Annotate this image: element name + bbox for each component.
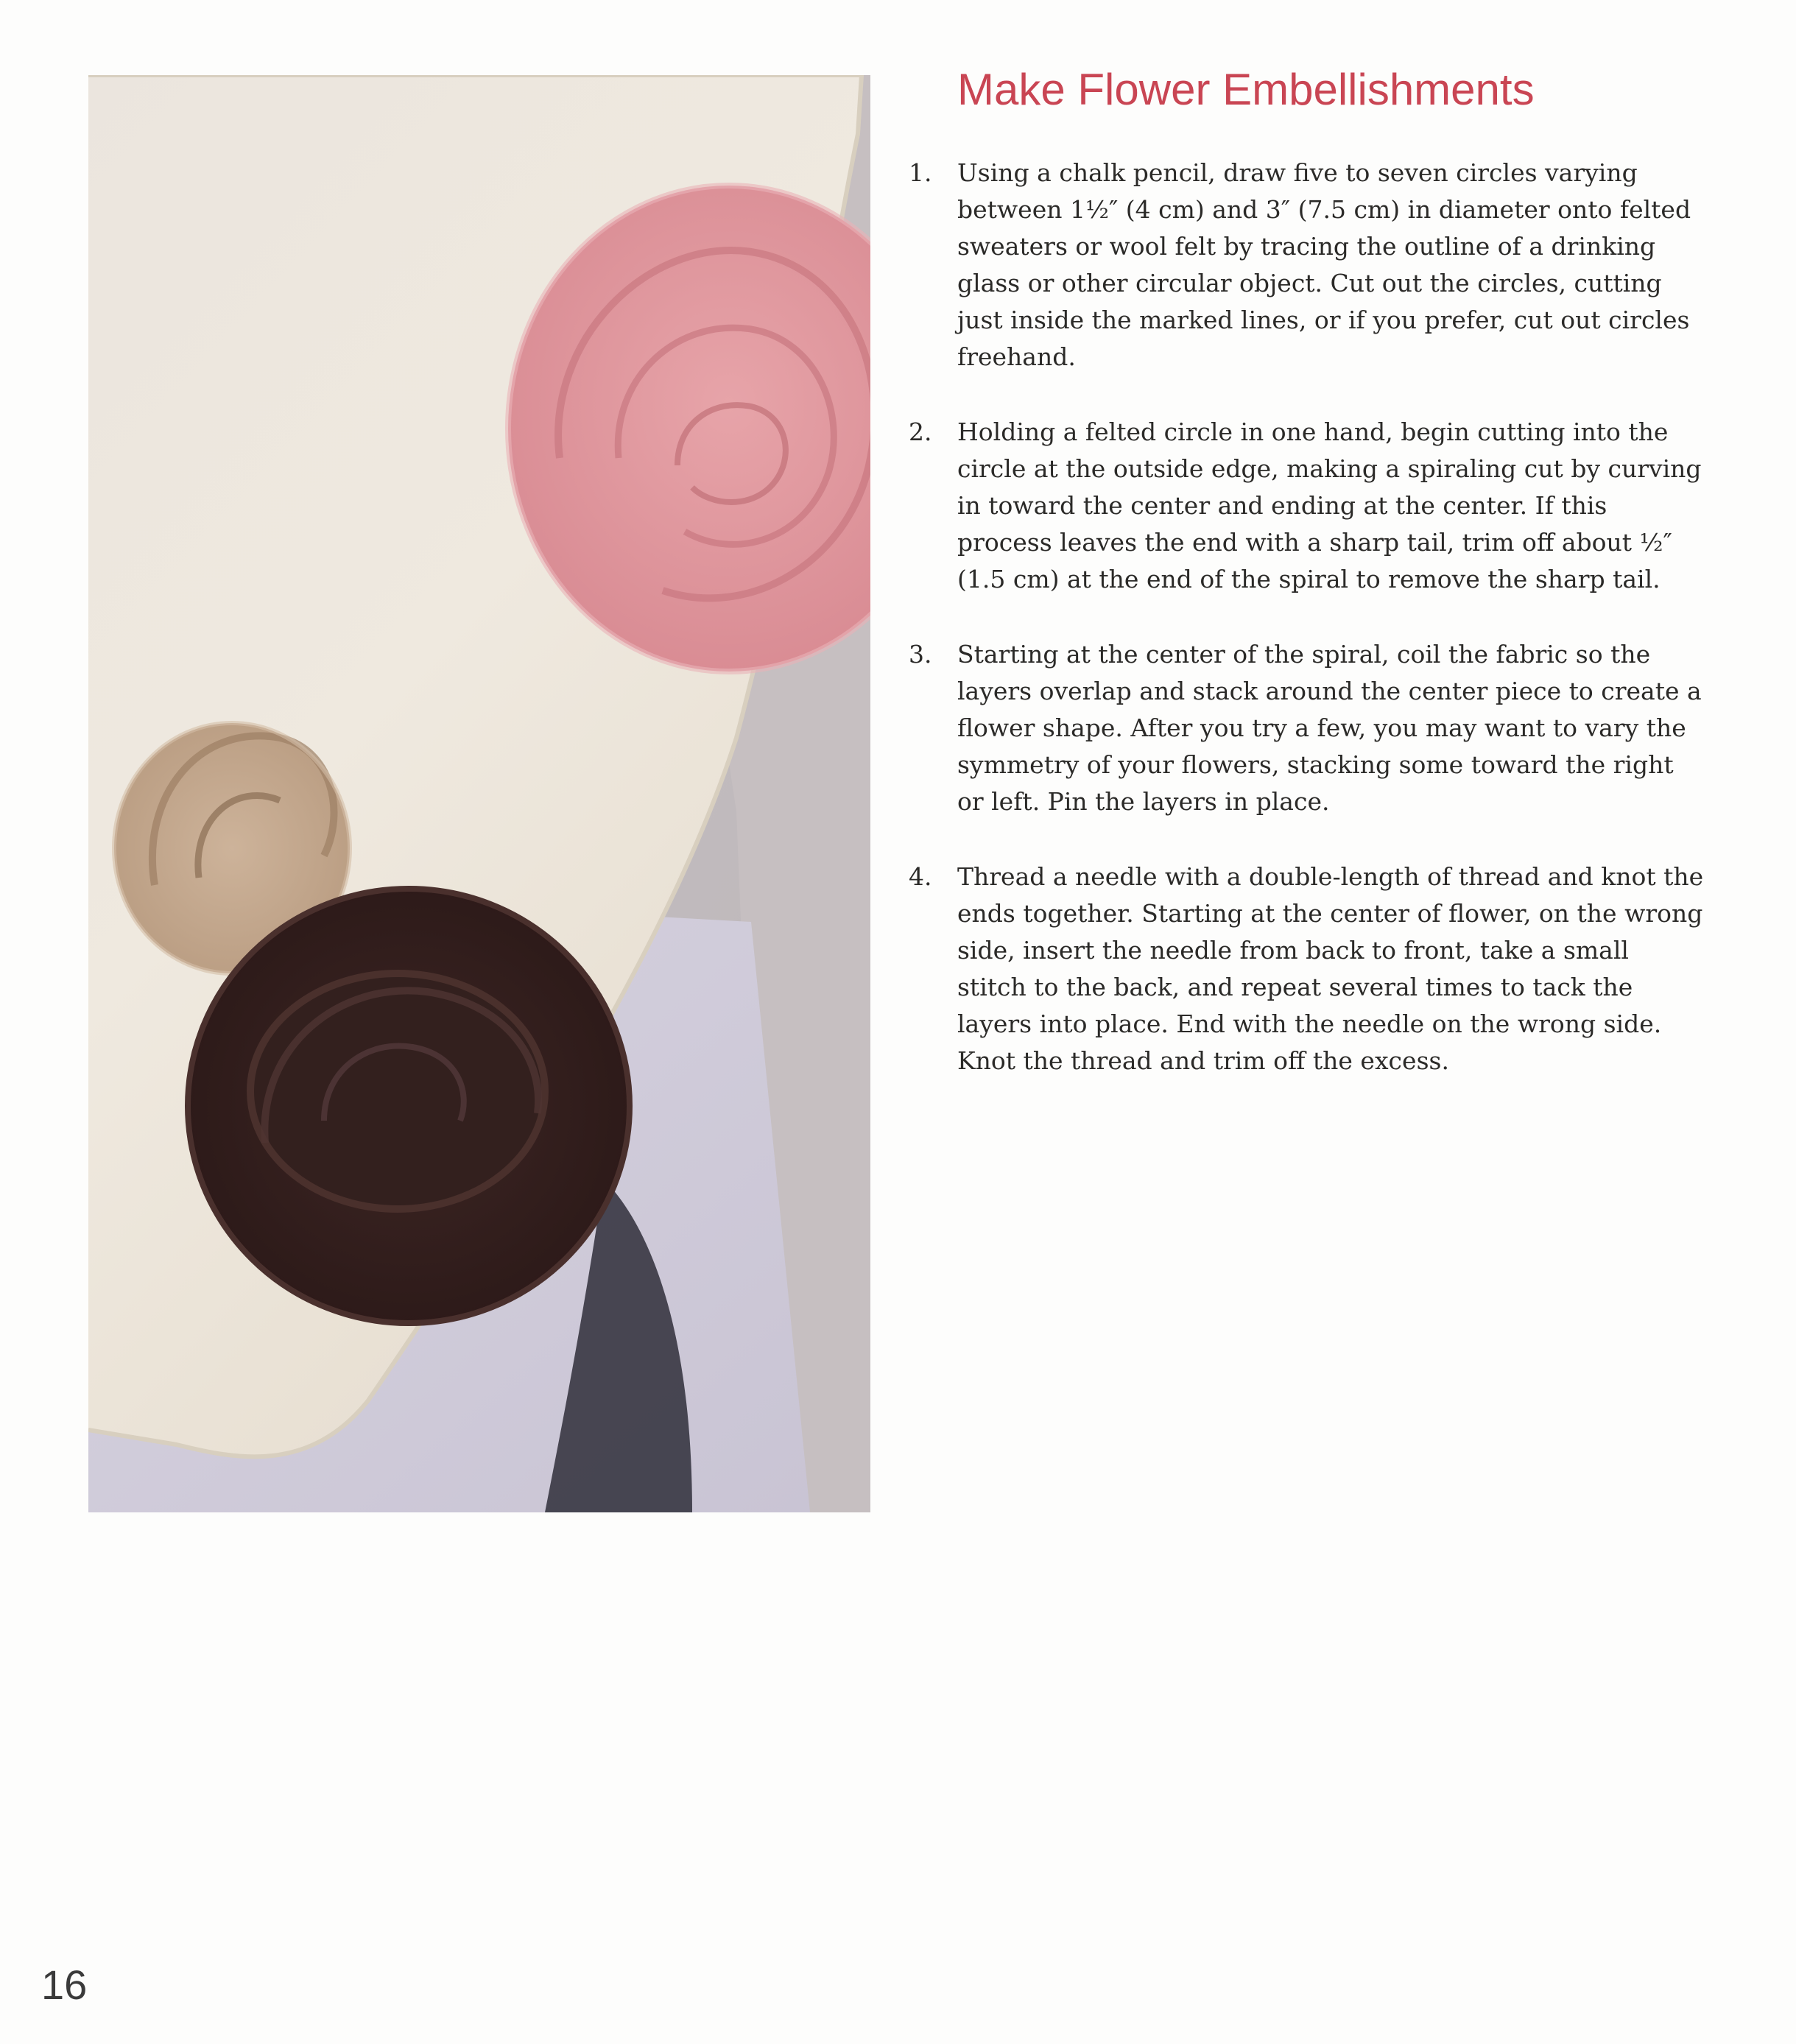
step-text: Starting at the center of the spiral, coil the fabric so the layers overlap and stack around the center piece to create a flower shape. After you try a few, you may want to vary the symmetry of your flowers, stacking some toward the right or left. Pin the layers in place.	[957, 640, 1702, 816]
list-item	[909, 859, 1704, 1079]
step-text: Holding a felted circle in one hand, begin cutting into the circle at the outside edge, making a spiraling cut by curving in toward the center and ending at the center. If this process leaves the end with a sharp tail, trim off about ½″ (1.5 cm) at the end of the spiral to remove the sharp tail.	[957, 417, 1702, 593]
list-item	[909, 414, 1704, 598]
step-number: 1.	[909, 158, 932, 187]
instruction-steps	[909, 155, 1704, 1118]
list-item	[909, 636, 1704, 820]
step-number: 4.	[909, 862, 932, 891]
felt-flowers-photo	[88, 75, 870, 1512]
step-number: 3.	[909, 640, 932, 669]
list-item	[909, 155, 1704, 376]
step-text: Using a chalk pencil, draw five to seven circles varying between 1½″ (4 cm) and 3″ (7.5 cm) in diameter onto felted sweaters or wool felt by tracing the outline of a drinking glass or other circular object. Cut out the circles, cutting just inside the marked lines, or if you prefer, cut out circles freehand.	[957, 158, 1691, 371]
page-title: Make Flower Embellishments	[957, 65, 1535, 114]
page-number: 16	[41, 1962, 88, 2008]
step-text: Thread a needle with a double-length of thread and knot the ends together. Starting at the center of flower, on the wrong side, insert the needle from back to front, take a small stitch to the back, and repeat several times to tack the layers into place. End with the needle on the wrong side. Knot the thread and trim off the excess.	[957, 862, 1704, 1075]
step-number: 2.	[909, 417, 932, 446]
